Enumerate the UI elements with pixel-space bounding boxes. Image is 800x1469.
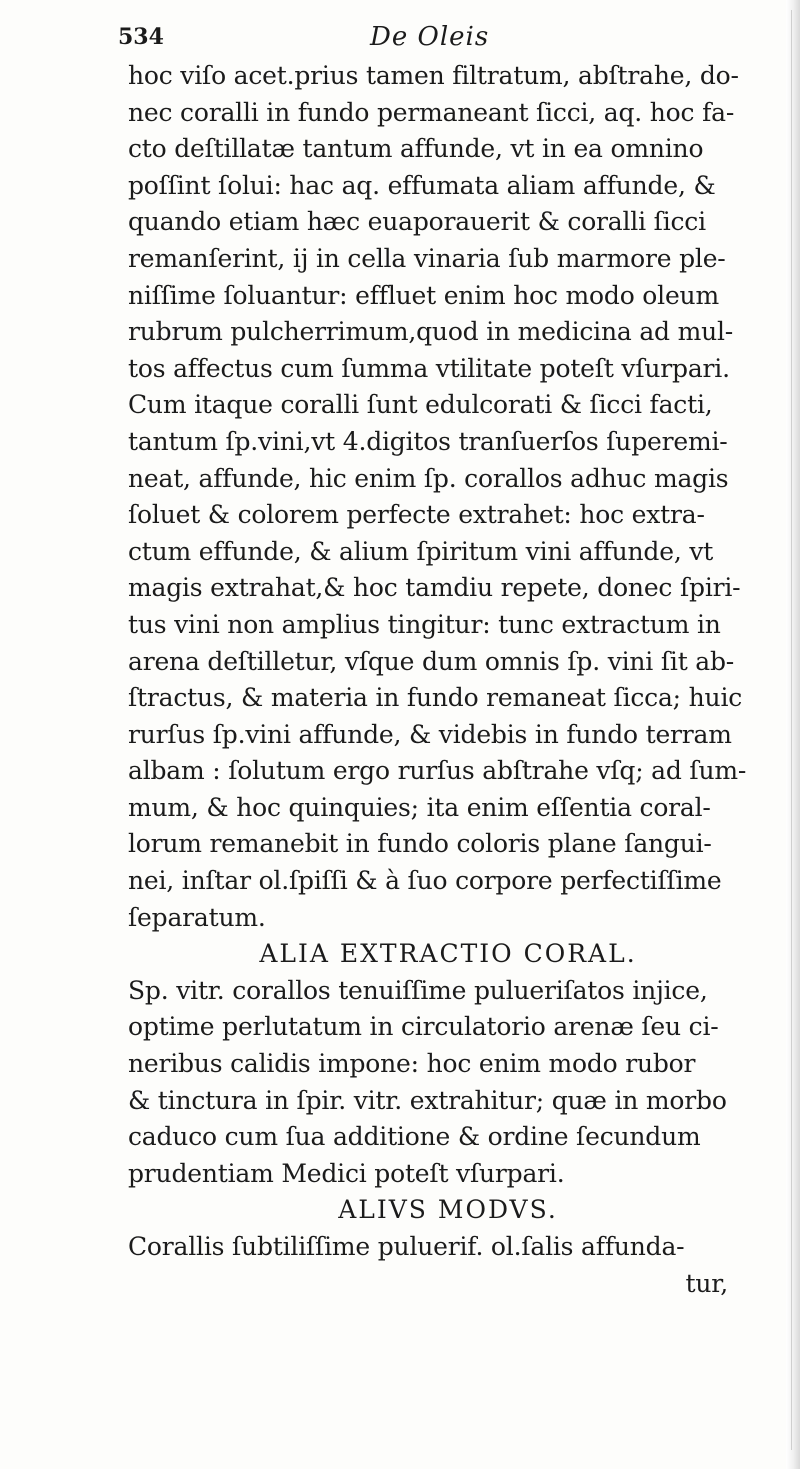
- text-line: neat, affunde, hic enim ſp. corallos adhuc magis: [128, 463, 729, 493]
- text-line: caduco cum ſua additione & ordine ſecundum: [128, 1122, 701, 1152]
- catchword: tur,: [685, 1268, 728, 1298]
- text-line: tos affectus cum ſumma vtilitate poteſt vſurpari.: [128, 353, 730, 383]
- text-line: niſſime ſoluantur: effluet enim hoc modo oleum: [128, 280, 719, 310]
- text-line: tantum ſp.vini,vt 4.digitos tranſuerſos ſuperemi-: [128, 426, 728, 456]
- section-heading: ALIVS MODVS.: [338, 1195, 558, 1225]
- text-line: mum, & hoc quinquies; ita enim eſſentia coral-: [128, 792, 711, 822]
- text-line: Corallis ſubtiliſſime puluerif. ol.ſalis affunda-: [128, 1232, 685, 1261]
- text-line: nei, inſtar ol.ſpiſſi & à ſuo corpore perfectiſſime: [128, 866, 722, 896]
- text-line: prudentiam Medici poteſt vſurpari.: [128, 1158, 565, 1188]
- running-head: De Oleis: [370, 22, 490, 52]
- page-number: 534: [118, 24, 164, 50]
- text-line: Sp. vitr. corallos tenuiſſime pulueriſatos injice,: [128, 975, 708, 1005]
- text-line: rurſus ſp.vini affunde, & videbis in fundo terram: [128, 719, 732, 749]
- text-line: optime perlutatum in circulatorio arenæ ſeu ci-: [128, 1012, 719, 1042]
- text-line: hoc viſo acet.prius tamen filtratum, abſtrahe, do-: [128, 61, 739, 90]
- text-line: quando etiam hæc euaporauerit & coralli ſicci: [128, 207, 706, 237]
- text-line: ſoluet & colorem perfecte extrahet: hoc extra-: [128, 500, 705, 530]
- text-line: magis extrahat,& hoc tamdiu repete, donec ſpiri-: [128, 573, 741, 603]
- page-edge-line: [791, 10, 792, 1450]
- text-line: ſeparatum.: [128, 902, 266, 932]
- body-text: [128, 58, 768, 1302]
- text-line: ſtractus, & materia in fundo remaneat ſicca; huic: [128, 683, 743, 713]
- text-line: & tinctura in ſpir. vitr. extrahitur; quæ in morbo: [128, 1085, 727, 1115]
- page-header: [118, 22, 678, 62]
- text-line: remanſerint, ij in cella vinaria ſub marmore ple-: [128, 243, 726, 273]
- page-edge-shadow: [786, 0, 800, 1469]
- text-line: arena deſtilletur, vſque dum omnis ſp. vini ſit ab-: [128, 646, 735, 676]
- text-line: Cum itaque coralli ſunt edulcorati & ſicci facti,: [128, 390, 713, 420]
- text-line: nec coralli in fundo permaneant ſicci, aq. hoc fa-: [128, 97, 735, 127]
- text-line: neribus calidis impone: hoc enim modo rubor: [128, 1049, 696, 1079]
- text-line: tus vini non amplius tingitur: tunc extractum in: [128, 609, 721, 639]
- text-line: albam : ſolutum ergo rurſus abſtrahe vſq; ad ſum-: [128, 756, 747, 786]
- text-line: poſſint ſolui: hac aq. effumata aliam affunde, &: [128, 170, 716, 200]
- section-heading: ALIA EXTRACTIO CORAL.: [259, 939, 637, 969]
- text-line: lorum remanebit in fundo coloris plane ſangui-: [128, 829, 712, 859]
- text-line: cto deſtillatæ tantum affunde, vt in ea omnino: [128, 134, 704, 164]
- text-line: ctum effunde, & alium ſpiritum vini affunde, vt: [128, 536, 714, 566]
- text-line: rubrum pulcherrimum,quod in medicina ad mul-: [128, 317, 734, 347]
